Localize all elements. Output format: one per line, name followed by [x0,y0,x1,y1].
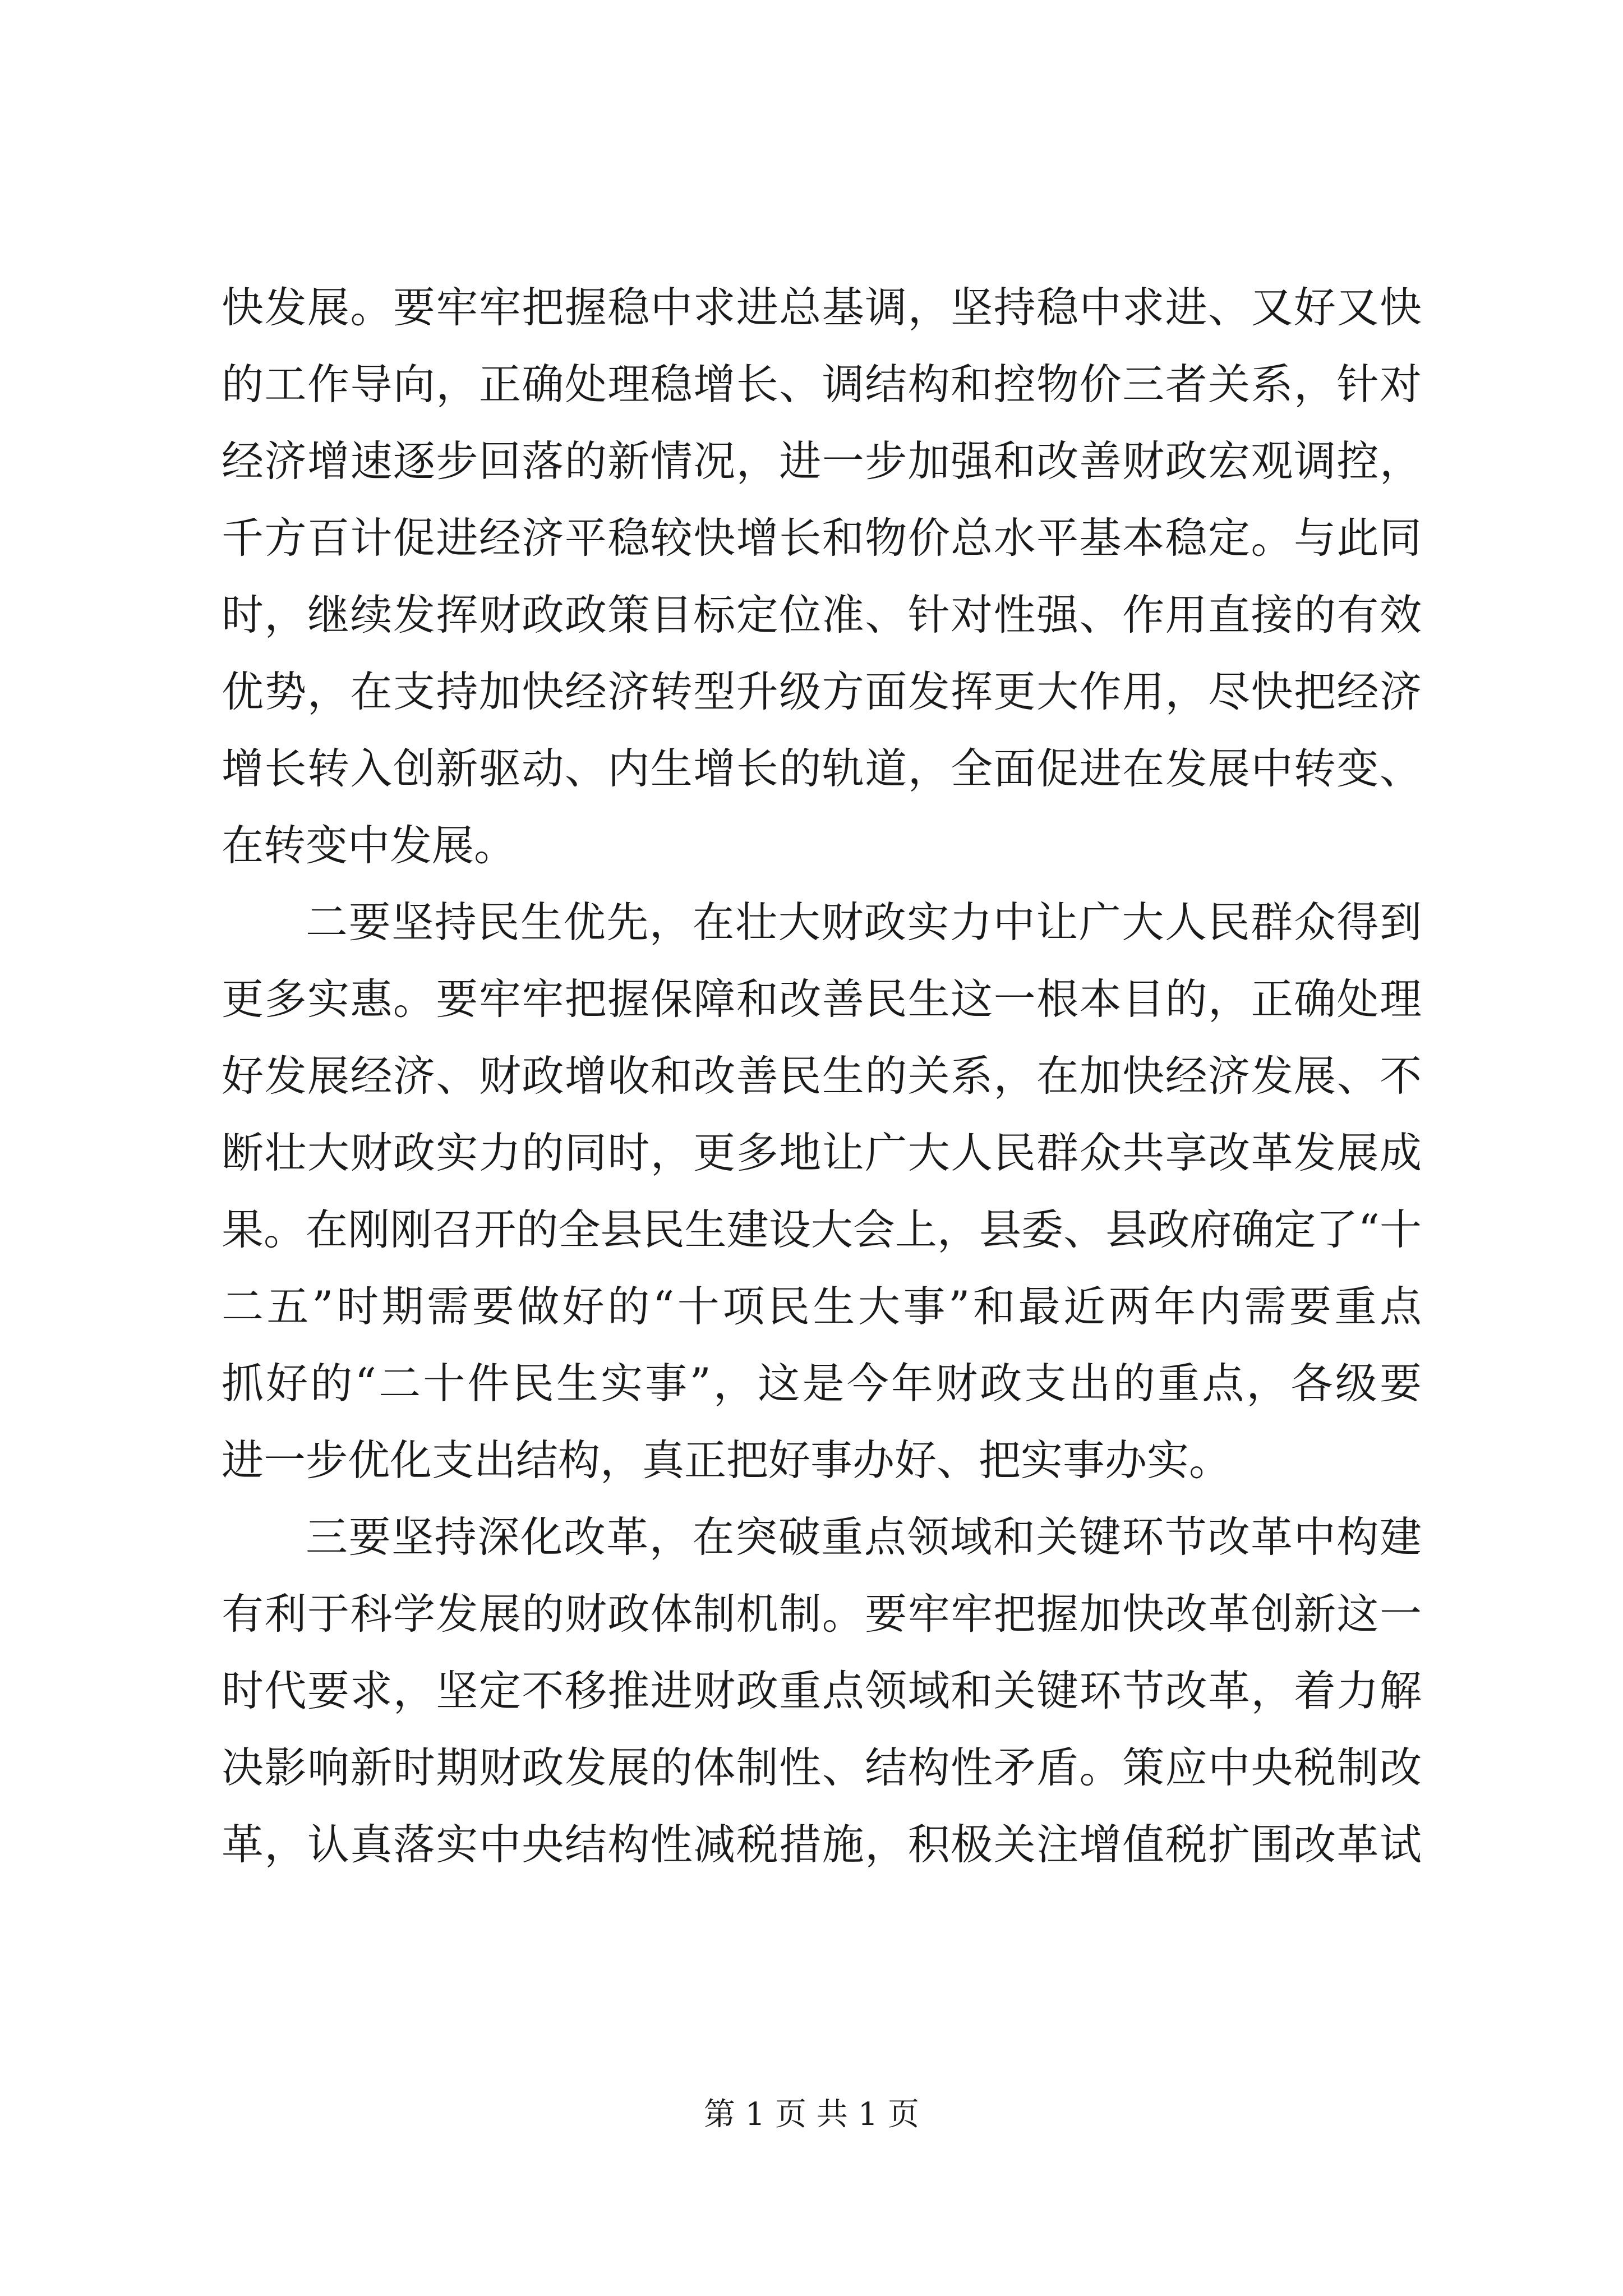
text-line: 果。在刚刚召开的全县民生建设大会上，县委、县政府确定了“十 [222,1205,1422,1254]
text-line: 的工作导向，正确处理稳增长、调结构和控物价三者关系，针对 [222,360,1422,409]
text-line: 时，继续发挥财政政策目标定位准、针对性强、作用直接的有效 [222,590,1422,639]
text-line: 有利于科学发展的财政体制机制。要牢牢把握加快改革创新这一 [222,1589,1422,1639]
text-line: 二五”时期需要做好的“十项民生大事”和最近两年内需要重点 [222,1282,1422,1331]
text-line: 增长转入创新驱动、内生增长的轨道，全面促进在发展中转变、 [222,744,1422,793]
text-line: 在转变中发展。 [222,821,517,870]
text-line: 更多实惠。要牢牢把握保障和改善民生这一根本目的，正确处理 [222,974,1422,1024]
text-line: 断壮大财政实力的同时，更多地让广大人民群众共享改革发展成 [222,1128,1422,1177]
text-line: 快发展。要牢牢把握稳中求进总基调，坚持稳中求进、又好又快 [222,283,1422,332]
text-line: 千方百计促进经济平稳较快增长和物价总水平基本稳定。与此同 [222,513,1422,563]
body-text [222,269,1422,1883]
paragraph [222,884,1422,1499]
text-line: 好发展经济、财政增收和改善民生的关系，在加快经济发展、不 [222,1051,1422,1101]
page-number-footer: 第 1 页 共 1 页 [703,2096,920,2133]
text-line: 二要坚持民生优先，在壮大财政实力中让广大人民群众得到 [306,898,1422,947]
text-line: 抓好的“二十件民生实事”，这是今年财政支出的重点，各级要 [222,1359,1422,1408]
text-line: 进一步优化支出结构，真正把好事办好、把实事办实。 [222,1435,1232,1485]
paragraph [222,1499,1422,1883]
text-line: 革，认真落实中央结构性减税措施，积极关注增值税扩围改革试 [222,1820,1422,1869]
text-line: 三要坚持深化改革，在突破重点领域和关键环节改革中构建 [306,1512,1422,1562]
text-line: 优势，在支持加快经济转型升级方面发挥更大作用，尽快把经济 [222,667,1422,716]
paragraph [222,269,1422,884]
text-line: 经济增速逐步回落的新情况，进一步加强和改善财政宏观调控， [222,436,1422,486]
text-line: 决影响新时期财政发展的体制性、结构性矛盾。策应中央税制改 [222,1743,1422,1792]
text-line: 时代要求，坚定不移推进财政重点领域和关键环节改革，着力解 [222,1666,1422,1715]
